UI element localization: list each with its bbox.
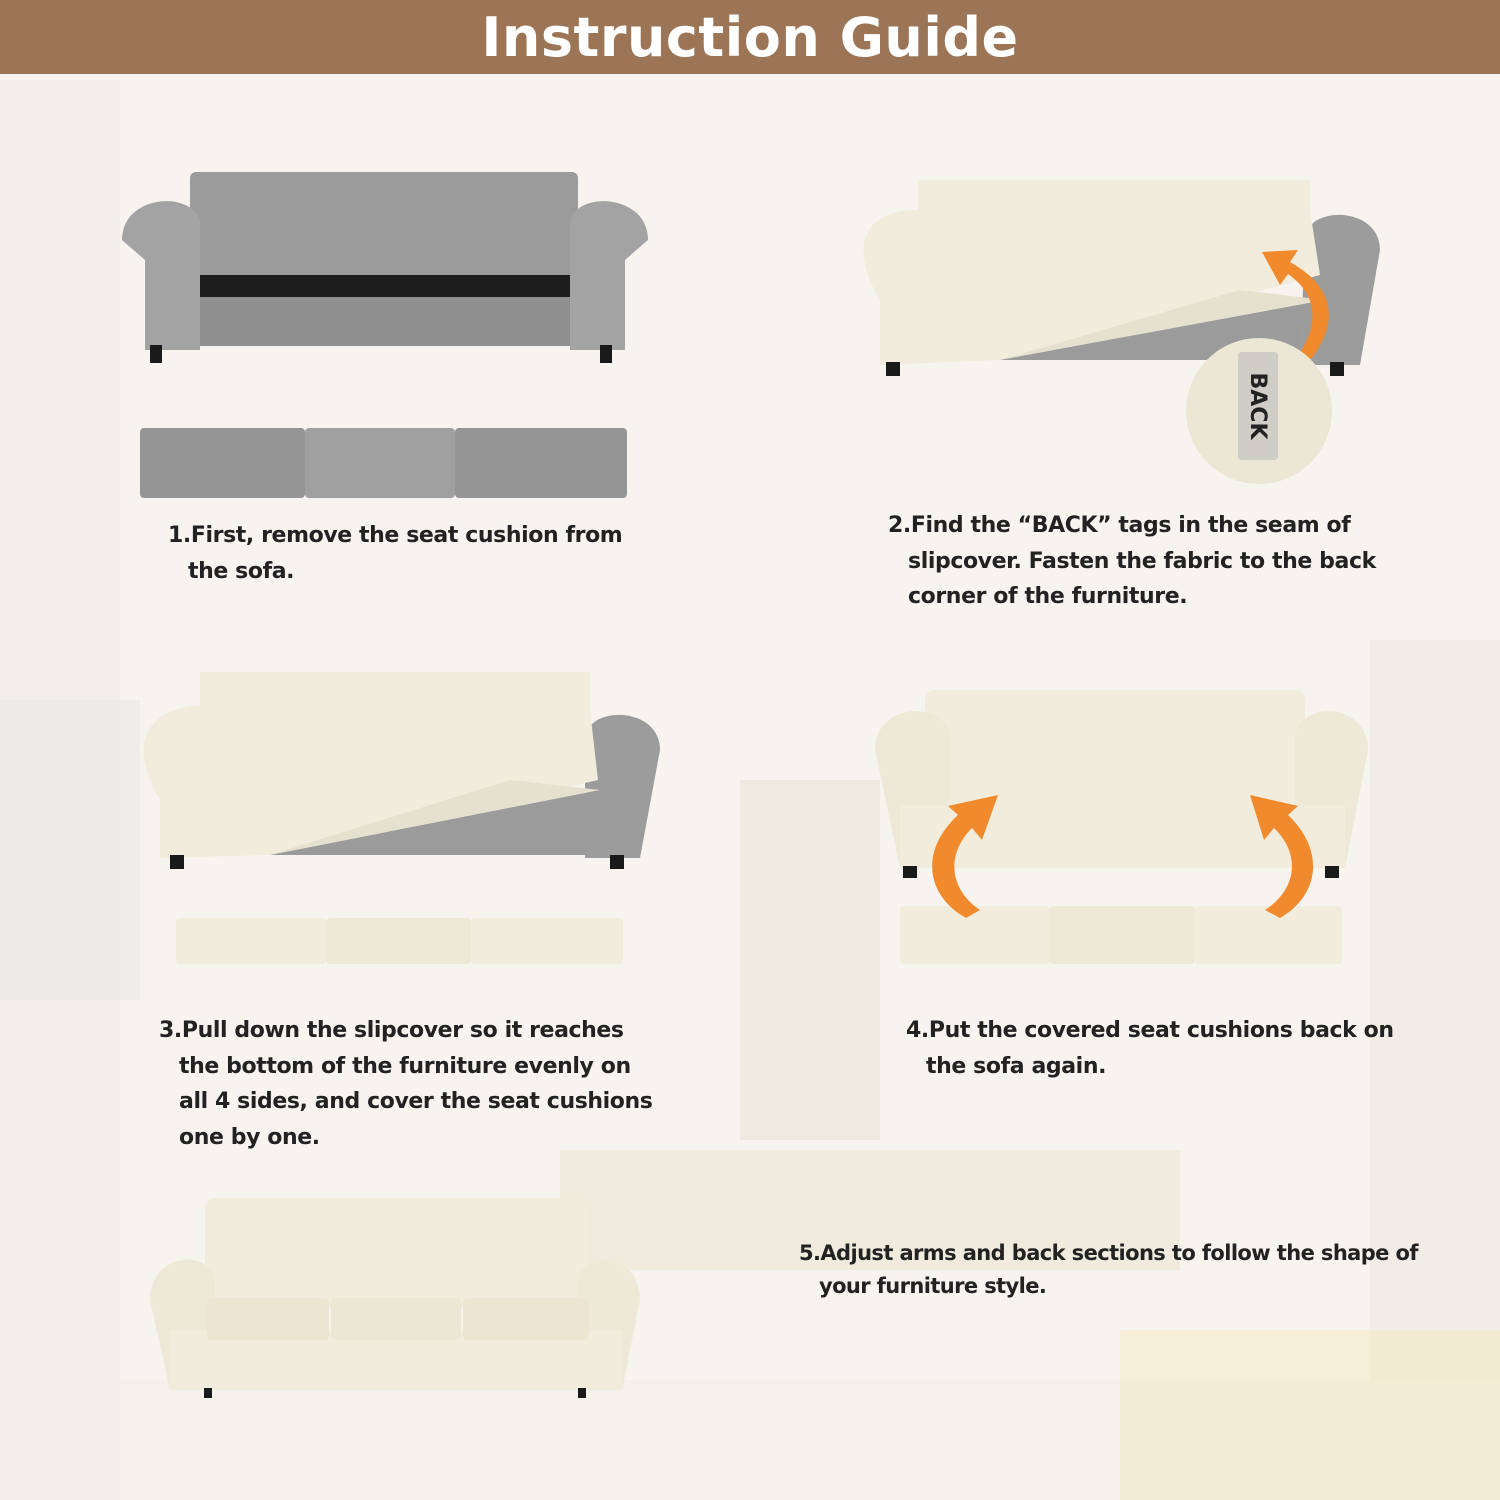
step-5-text bbox=[799, 1237, 1418, 1303]
step-1-line-1: 1.First, remove the seat cushion from bbox=[168, 523, 623, 548]
page-title: Instruction Guide bbox=[481, 5, 1019, 69]
step-1-line-2: the sofa. bbox=[188, 558, 295, 584]
step-4-line-2: the sofa again. bbox=[926, 1053, 1107, 1079]
step-3-line-3: all 4 sides, and cover the seat cushions bbox=[179, 1089, 653, 1114]
step-3-line-1: 3.Pull down the slipcover so it reaches bbox=[159, 1018, 624, 1043]
step-5-line-1: 5.Adjust arms and back sections to follow the shape of bbox=[799, 1241, 1418, 1265]
step-2-line-3: corner of the furniture. bbox=[908, 584, 1188, 609]
back-tag-label: BACK bbox=[1245, 372, 1270, 440]
step-3-line-2: the bottom of the furniture evenly on bbox=[179, 1053, 631, 1079]
step-5-line-2: your furniture style. bbox=[819, 1274, 1047, 1298]
step-4-line-1: 4.Put the covered seat cushions back on bbox=[906, 1018, 1394, 1043]
step-2-line-1: 2.Find the “BACK” tags in the seam of bbox=[888, 513, 1351, 538]
step-2-line-2: slipcover. Fasten the fabric to the back bbox=[908, 548, 1376, 574]
finished-sofa-image bbox=[150, 1198, 640, 1398]
step-3-line-4: one by one. bbox=[179, 1124, 320, 1150]
